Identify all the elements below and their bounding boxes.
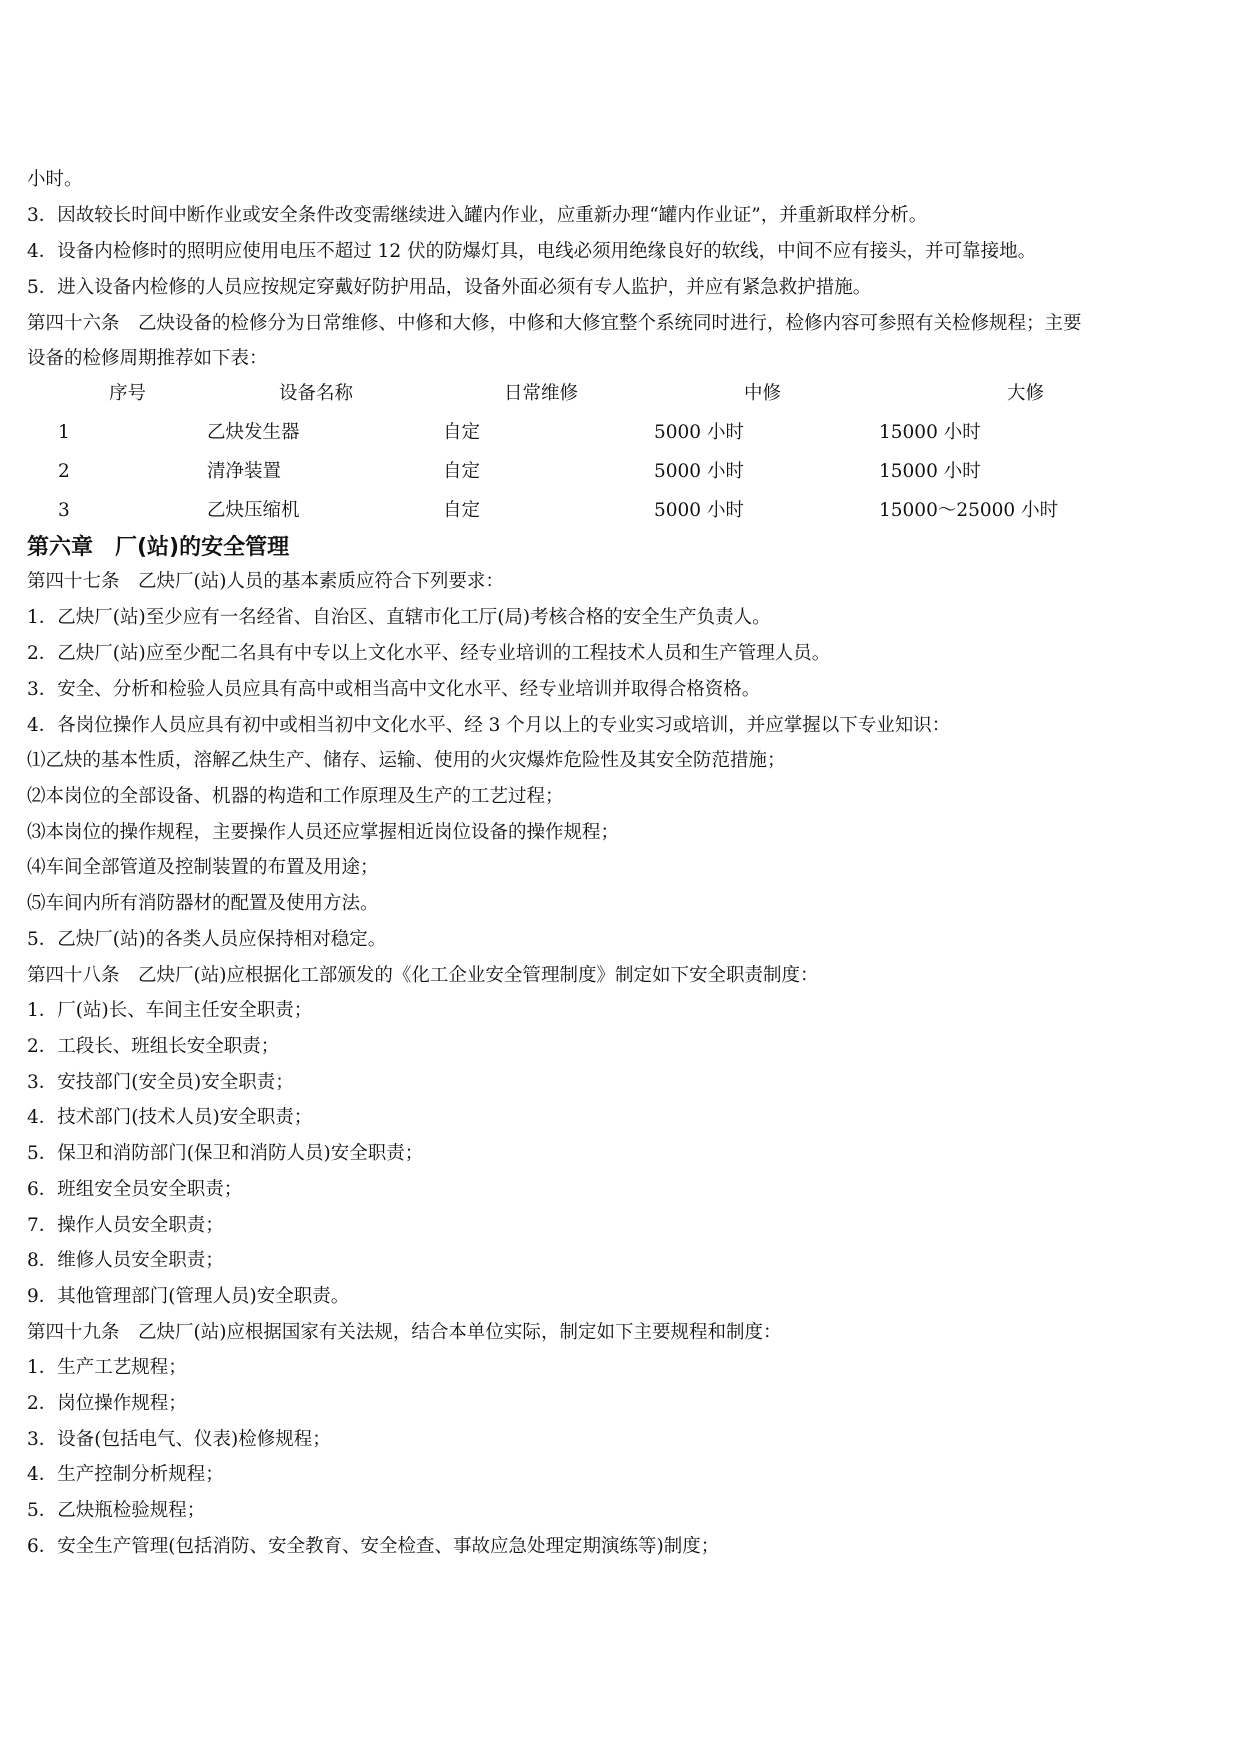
table-header-equipment: 设备名称 xyxy=(279,383,354,404)
text-line: 1．生产工艺规程； xyxy=(27,1357,187,1378)
article-46-line: 第四十六条 乙炔设备的检修分为日常维修、中修和大修，中修和大修宜整个系统同时进行，检修内容可参照有关检修规程；主要 xyxy=(27,313,1082,334)
table-cell: 15000 小时 xyxy=(879,461,981,482)
text-line: ⑸车间内所有消防器材的配置及使用方法。 xyxy=(27,893,379,914)
text-line: ⑶本岗位的操作规程，主要操作人员还应掌握相近岗位设备的操作规程； xyxy=(27,822,620,843)
table-cell: 乙炔发生器 xyxy=(207,422,300,443)
table-header-daily: 日常维修 xyxy=(504,383,579,404)
article-47-line: 第四十七条 乙炔厂(站)人员的基本素质应符合下列要求： xyxy=(27,571,504,592)
text-line: ⑵本岗位的全部设备、机器的构造和工作原理及生产的工艺过程； xyxy=(27,786,564,807)
article-48-line: 第四十八条 乙炔厂(站)应根据化工部颁发的《化工企业安全管理制度》制定如下安全职责制度： xyxy=(27,965,819,986)
table-header-overhaul: 大修 xyxy=(1007,383,1045,404)
table-cell: 5000 小时 xyxy=(654,500,744,521)
table-header-index: 序号 xyxy=(109,383,147,404)
text-line: ⑷车间全部管道及控制装置的布置及用途； xyxy=(27,857,379,878)
text-line: 7．操作人员安全职责； xyxy=(27,1215,224,1236)
text-line: 1．乙炔厂(站)至少应有一名经省、自治区、直辖市化工厅(局)考核合格的安全生产负责人。 xyxy=(27,607,771,628)
table-cell: 清净装置 xyxy=(207,461,282,482)
text-line: 8．维修人员安全职责； xyxy=(27,1250,224,1271)
text-line: 设备的检修周期推荐如下表： xyxy=(27,348,268,369)
text-line: 2．岗位操作规程； xyxy=(27,1393,187,1414)
table-cell: 2 xyxy=(58,461,70,482)
table-cell: 乙炔压缩机 xyxy=(207,500,300,521)
text-line: 2．工段长、班组长安全职责； xyxy=(27,1036,280,1057)
table-header-medium: 中修 xyxy=(744,383,782,404)
text-line: 4．设备内检修时的照明应使用电压不超过 12 伏的防爆灯具，电线必须用绝缘良好的软线，中间不应有接头，并可靠接地。 xyxy=(27,241,1037,262)
text-line: 9．其他管理部门(管理人员)安全职责。 xyxy=(27,1286,350,1307)
text-line: 3．安技部门(安全员)安全职责； xyxy=(27,1072,294,1093)
text-line: 2．乙炔厂(站)应至少配二名具有中专以上文化水平、经专业培训的工程技术人员和生产管理人员。 xyxy=(27,643,831,664)
table-cell: 5000 小时 xyxy=(654,461,744,482)
table-cell: 自定 xyxy=(443,422,481,443)
text-line: 5．乙炔厂(站)的各类人员应保持相对稳定。 xyxy=(27,929,387,950)
chapter-heading: 第六章 厂(站)的安全管理 xyxy=(27,535,290,560)
table-cell: 自定 xyxy=(443,461,481,482)
text-line: ⑴乙炔的基本性质，溶解乙炔生产、储存、运输、使用的火灾爆炸危险性及其安全防范措施； xyxy=(27,750,786,771)
text-line: 5．保卫和消防部门(保卫和消防人员)安全职责； xyxy=(27,1143,424,1164)
text-line: 4．生产控制分析规程； xyxy=(27,1464,224,1485)
text-line: 小时。 xyxy=(27,169,83,190)
text-line: 5．进入设备内检修的人员应按规定穿戴好防护用品，设备外面必须有专人监护，并应有紧急救护措施。 xyxy=(27,277,872,298)
text-line: 4．技术部门(技术人员)安全职责； xyxy=(27,1107,313,1128)
text-line: 3．设备(包括电气、仪表)检修规程； xyxy=(27,1429,331,1450)
table-cell: 5000 小时 xyxy=(654,422,744,443)
table-cell: 15000 小时 xyxy=(879,422,981,443)
table-cell: 15000～25000 小时 xyxy=(879,500,1059,521)
text-line: 6．班组安全员安全职责； xyxy=(27,1179,243,1200)
article-49-line: 第四十九条 乙炔厂(站)应根据国家有关法规，结合本单位实际，制定如下主要规程和制度： xyxy=(27,1322,782,1343)
text-line: 4．各岗位操作人员应具有初中或相当初中文化水平、经 3 个月以上的专业实习或培训，并应掌握以下专业知识： xyxy=(27,715,951,736)
text-line: 3．因故较长时间中断作业或安全条件改变需继续进入罐内作业，应重新办理“罐内作业证”，并重新取样分析。 xyxy=(27,205,928,226)
text-line: 5．乙炔瓶检验规程； xyxy=(27,1500,206,1521)
text-line: 3．安全、分析和检验人员应具有高中或相当高中文化水平、经专业培训并取得合格资格。 xyxy=(27,679,761,700)
table-cell: 1 xyxy=(58,422,70,443)
text-line: 1．厂(站)长、车间主任安全职责； xyxy=(27,1000,313,1021)
text-line: 6．安全生产管理(包括消防、安全教育、安全检查、事故应急处理定期演练等)制度； xyxy=(27,1536,720,1557)
table-cell: 自定 xyxy=(443,500,481,521)
table-cell: 3 xyxy=(58,500,70,521)
